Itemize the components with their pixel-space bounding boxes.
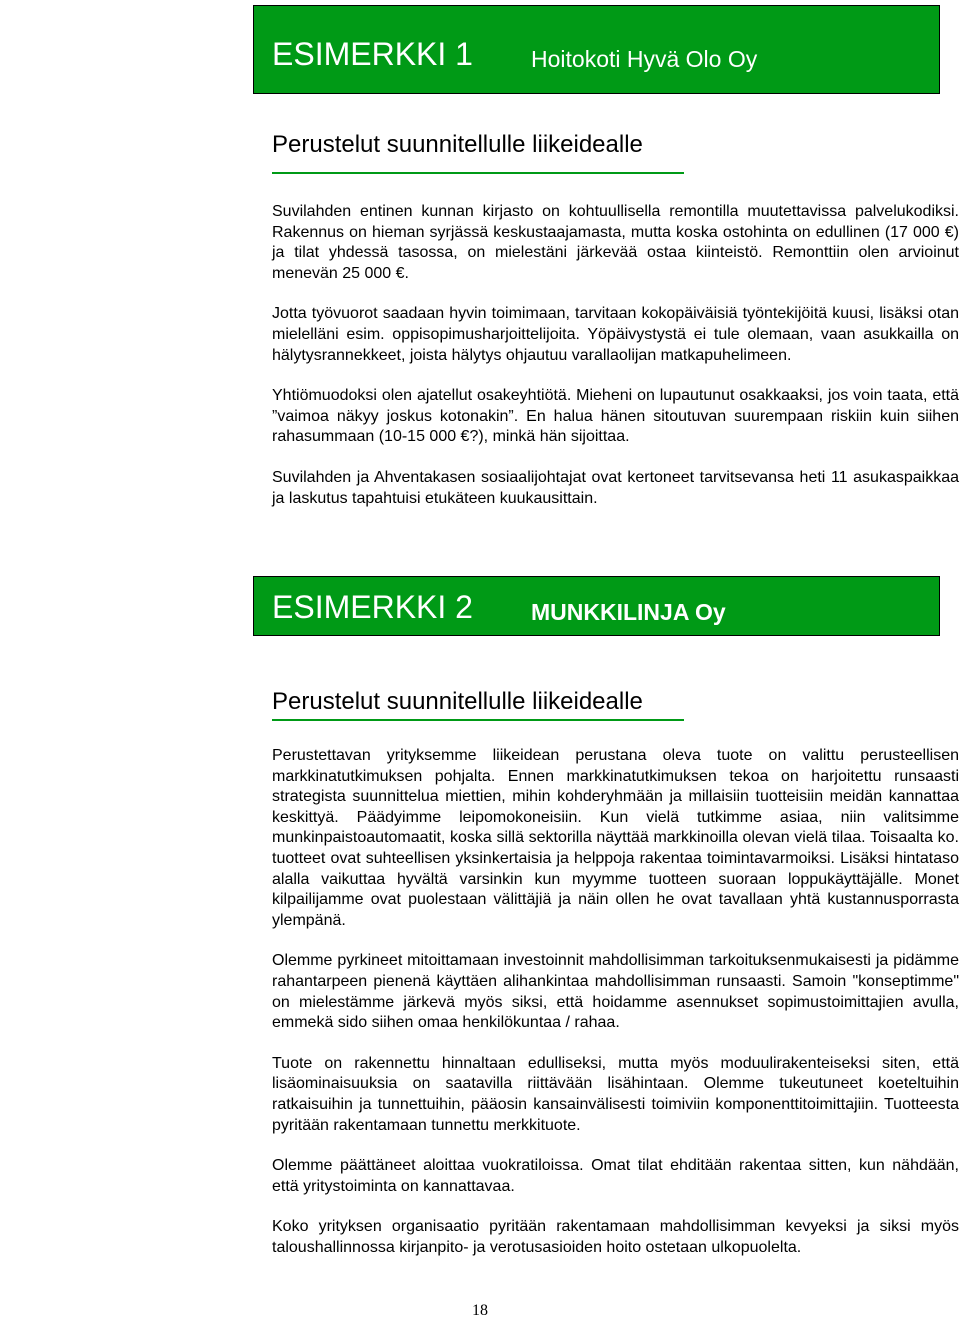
- example-2-paragraph: Olemme päättäneet aloittaa vuokratiloissa. Omat tilat ehditään rakentaa sitten, kun nähdään, että yritystoiminta on kannattavaa.: [272, 1157, 959, 1195]
- example-1-paragraph: Suvilahden ja Ahventakasen sosiaalijohtajat ovat kertoneet tarvitsevansa heti 11 asukaspaikkaa ja laskutus tapahtuisi etukäteen kuukausittain.: [272, 468, 959, 507]
- page-number: 18: [472, 1302, 488, 1319]
- example-1-heading-rule: [272, 172, 684, 174]
- example-2-heading-rule: [272, 719, 684, 721]
- example-2-number: ESIMERKKI 2: [272, 589, 473, 625]
- example-1-paragraph: Jotta työvuorot saadaan hyvin toimimaan, tarvitaan kokopäiväisiä työntekijöitä kuusi, lisäksi otan mielelläni esim. oppisopimusharjoittelijoita. Yöpäivystystä ei tule olemaan, vaan asukkailla on hälytysrannekkeet, joista hälytys ohjautuu varallaolijan matkapuhelimeen.: [272, 305, 959, 364]
- example-1-number: ESIMERKKI 1: [272, 36, 473, 72]
- example-2-company-name: MUNKKILINJA Oy: [531, 599, 726, 625]
- example-2-paragraph: Olemme pyrkineet mitoittamaan investoinnit mahdollisimman tarkoituksenmukaisesti ja pidämme rahantarpeen pienenä käyttäen alihankintaa mahdollisimman runsaasti. Samoin "konseptimme" on mielestämme järkevä myös siksi, että hoidamme asennukset sopimustoimittajien avulla, emmekä sido siihen omaa henkilökuntaa / rahaa.: [272, 952, 959, 1032]
- example-1-body: [272, 202, 959, 529]
- example-2-paragraph: Tuote on rakennettu hinnaltaan edulliseksi, mutta myös moduulirakenteiseksi siten, että lisäominaisuuksia on saatavilla riittävään lisähintaan. Olemme tukeutuneet koeteltuihin ratkaisuihin ja tunnettuihin, pääosin kansainvälisesti toimiviin komponenttitoimittajiin. Tuotteesta pyritään rakentamaan tunnettu merkkituote.: [272, 1054, 959, 1134]
- example-1-paragraph: Yhtiömuodoksi olen ajatellut osakeyhtiötä. Mieheni on lupautunut osakkaaksi, jos voin taata, että ”vaimoa näkyy joskus kotonakin”. En halua hänen sitoutuvan suurempaan riskiin kuin siihen rahasummaan (10-15 000 €?), minkä hän sijoittaa.: [272, 387, 959, 446]
- example-1-heading: Perustelut suunnitellulle liikeidealle: [272, 131, 643, 158]
- example-2-body: [272, 746, 959, 1278]
- example-1-paragraph: Suvilahden entinen kunnan kirjasto on kohtuullisella remontilla muutettavissa palvelukodiksi. Rakennus on hieman syrjässä keskustaajamasta, mutta koska ostohinta on edullinen (17 000 €) ja tilat yhdessä tasossa, on mielestäni järkevää ostaa kiinteistö. Remonttiin olen arvioinut menevän 25 000 €.: [272, 203, 959, 282]
- example-2-paragraph: Koko yrityksen organisaatio pyritään rakentamaan mahdollisimman kevyeksi ja siksi myös taloushallinnossa kirjanpito- ja verotusasioiden hoito ostetaan ulkopuolelta.: [272, 1218, 959, 1256]
- example-2-banner: [253, 576, 940, 636]
- example-2-heading: Perustelut suunnitellulle liikeidealle: [272, 688, 643, 715]
- example-1-banner: [253, 5, 940, 94]
- example-2-paragraph: Perustettavan yrityksemme liikeidean perustana oleva tuote on valittu perusteellisen markkinatutkimuksen pohjalta. Ennen markkinatutkimuksen tekoa on harjoitettu runsaasti strategista suunnittelua miettien, mihin kohderyhmään ja millaisiin tuotteisiin meidän kannattaa keskittyä. Päädyimme leipomokoneisiin. Kun vielä tutkimme asiaa, niin valitsimme munkinpaistoautomaatit, koska sillä sektorilla näyttää markkinoilla olevan vielä tilaa. Toisaalta ko. tuotteet ovat suhteellisen yksinkertaisia ja helppoja rakentaa toimintavarmoiksi. Lisäksi hintataso alalla vaikuttaa hyvältä varsinkin kun myymme tuotteen suoraan loppukäyttäjälle. Monet kilpailijamme ovat puolestaan välittäjiä ja näin ollen he ovat tavallaan yhtä kustannusporrasta ylempänä.: [272, 747, 959, 929]
- example-1-company-name: Hoitokoti Hyvä Olo Oy: [531, 46, 758, 72]
